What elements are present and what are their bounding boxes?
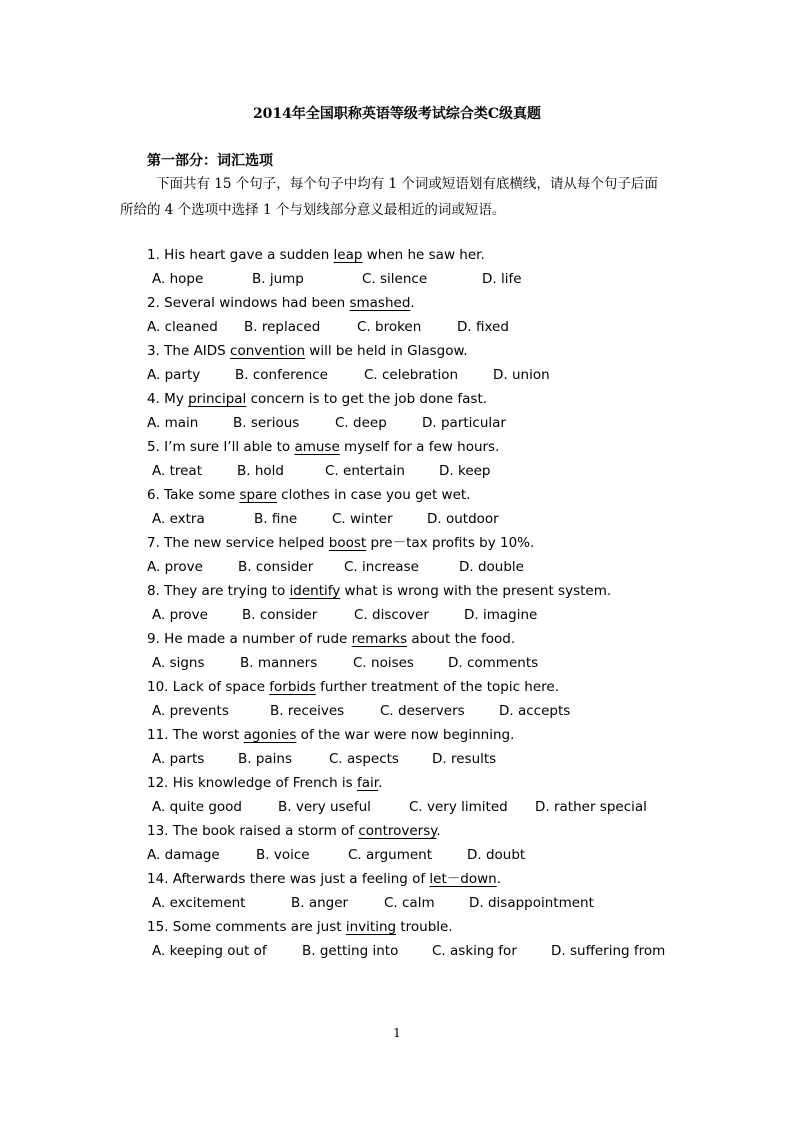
question-suffix: will be held in Glasgow. [305,343,468,359]
options-row [0,939,794,963]
question-suffix: . [410,295,415,311]
option-d: D. particular [422,415,506,431]
question-prefix: 14. Afterwards there was just a feeling of [147,871,430,887]
question-text [147,771,382,795]
underlined-word: boost [328,535,367,551]
underlined-word: forbids [269,679,316,695]
option-b: B. fine [254,511,298,527]
underlined-word: identify [289,583,341,599]
question-text [147,531,534,555]
question-text [147,627,515,651]
option-a: A. signs [152,655,205,671]
underlined-word: controversy [358,823,437,839]
question-row [0,339,794,363]
option-d: D. doubt [467,847,526,863]
option-a: A. treat [152,463,202,479]
underlined-word: remarks [351,631,408,647]
question-row [0,531,794,555]
question-row [0,819,794,843]
question-row [0,867,794,891]
underlined-word: leap [333,247,363,263]
underlined-word: principal [188,391,247,407]
question-prefix: 13. The book raised a storm of [147,823,359,839]
option-b: B. anger [291,895,349,911]
options-row [0,795,794,819]
question-row [0,291,794,315]
option-c: C. discover [354,607,429,623]
option-d: D. imagine [464,607,538,623]
option-d: D. union [493,367,550,383]
question-row [0,723,794,747]
options-row [0,411,794,435]
question-text [147,867,501,891]
options-row [0,747,794,771]
options-row [0,891,794,915]
option-b: B. consider [238,559,314,575]
question-suffix: myself for a few hours. [339,439,500,455]
question-suffix: concern is to get the job done fast. [246,391,488,407]
option-c: C. deep [335,415,387,431]
option-b: B. serious [233,415,300,431]
option-a: A. party [147,367,201,383]
question-row [0,483,794,507]
option-b: B. consider [242,607,318,623]
option-a: A. excitement [152,895,246,911]
question-prefix: 8. They are trying to [147,583,290,599]
option-b: B. conference [235,367,328,383]
options-row [0,507,794,531]
question-prefix: 5. I’m sure I’ll able to [147,439,295,455]
option-d: D. accepts [499,703,571,719]
underlined-word: agonies [243,727,297,743]
option-d: D. comments [448,655,539,671]
options-row [0,315,794,339]
instructions-line-2: 所给的 4 个选项中选择 1 个与划线部分意义最相近的词或短语。 [120,202,506,218]
underlined-word: inviting [345,919,397,935]
option-b: B. voice [256,847,310,863]
option-d: D. suffering from [551,943,666,959]
question-text [147,483,471,507]
option-d: D. rather special [535,799,647,815]
option-c: C. entertain [325,463,405,479]
option-a: A. extra [152,511,205,527]
question-suffix: trouble. [396,919,453,935]
question-suffix: further treatment of the topic here. [315,679,560,695]
option-a: A. keeping out of [152,943,267,959]
option-a: A. prevents [152,703,229,719]
section-heading: 第一部分：词汇选项 [147,153,273,169]
option-c: C. silence [362,271,428,287]
question-row [0,915,794,939]
option-a: A. quite good [152,799,243,815]
question-text [147,243,485,267]
question-prefix: 10. Lack of space [147,679,270,695]
option-a: A. parts [152,751,205,767]
option-a: A. hope [152,271,204,287]
option-b: B. replaced [244,319,321,335]
option-c: C. winter [332,511,393,527]
option-b: B. getting into [302,943,399,959]
options-row [0,363,794,387]
options-row [0,651,794,675]
question-text [147,579,611,603]
question-text [147,915,453,939]
option-a: A. main [147,415,199,431]
question-prefix: 1. His heart gave a sudden [147,247,334,263]
option-b: B. manners [240,655,318,671]
question-row [0,243,794,267]
option-c: C. deservers [380,703,465,719]
option-d: D. double [459,559,524,575]
question-row [0,387,794,411]
question-suffix: pre－tax profits by 10%. [366,535,535,551]
document-title: 2014年全国职称英语等级考试综合类C级真题 [252,106,542,122]
option-c: C. increase [344,559,419,575]
option-d: D. life [482,271,522,287]
option-d: D. disappointment [469,895,594,911]
question-suffix: what is wrong with the present system. [340,583,612,599]
question-suffix: . [436,823,441,839]
options-row [0,555,794,579]
option-c: C. calm [384,895,435,911]
option-b: B. very useful [278,799,371,815]
option-b: B. hold [237,463,284,479]
option-c: C. very limited [409,799,508,815]
question-suffix: when he saw her. [362,247,485,263]
option-c: C. celebration [364,367,459,383]
question-row [0,579,794,603]
question-text [147,819,441,843]
underlined-word: smashed [349,295,411,311]
question-prefix: 12. His knowledge of French is [147,775,358,791]
question-prefix: 3. The AIDS [147,343,231,359]
option-a: A. prove [152,607,208,623]
question-row [0,675,794,699]
question-suffix: . [496,871,501,887]
option-c: C. noises [353,655,414,671]
question-prefix: 4. My [147,391,189,407]
underlined-word: amuse [294,439,340,455]
option-b: B. pains [238,751,293,767]
underlined-word: spare [239,487,277,503]
underlined-word: let－down [429,871,497,887]
option-d: D. results [432,751,497,767]
underlined-word: convention [230,343,305,359]
question-prefix: 11. The worst [147,727,244,743]
question-prefix: 6. Take some [147,487,240,503]
question-suffix: of the war were now beginning. [296,727,515,743]
option-d: D. keep [439,463,491,479]
options-row [0,459,794,483]
question-suffix: clothes in case you get wet. [276,487,471,503]
option-c: C. asking for [432,943,517,959]
question-prefix: 9. He made a number of rude [147,631,352,647]
page-number: 1 [393,1026,401,1040]
question-row [0,771,794,795]
option-d: D. fixed [457,319,509,335]
question-text [147,435,499,459]
question-list [0,243,794,963]
option-c: C. aspects [329,751,399,767]
question-text [147,291,415,315]
option-a: A. cleaned [147,319,218,335]
question-row [0,435,794,459]
options-row [0,603,794,627]
question-prefix: 15. Some comments are just [147,919,346,935]
question-text [147,339,468,363]
options-row [0,843,794,867]
question-row [0,627,794,651]
question-text [147,675,559,699]
option-c: C. argument [348,847,433,863]
question-suffix: . [378,775,383,791]
instructions-line-1: 下面共有 15 个句子，每个句子中均有 1 个词或短语划有底横线，请从每个句子后面 [156,176,658,192]
question-text [147,387,487,411]
options-row [0,699,794,723]
question-prefix: 2. Several windows had been [147,295,350,311]
question-text [147,723,514,747]
question-suffix: about the food. [407,631,516,647]
option-a: A. prove [147,559,203,575]
options-row [0,267,794,291]
underlined-word: fair [357,775,379,791]
option-b: B. jump [252,271,304,287]
option-a: A. damage [147,847,220,863]
option-d: D. outdoor [427,511,499,527]
question-prefix: 7. The new service helped [147,535,329,551]
option-b: B. receives [270,703,345,719]
option-c: C. broken [357,319,422,335]
